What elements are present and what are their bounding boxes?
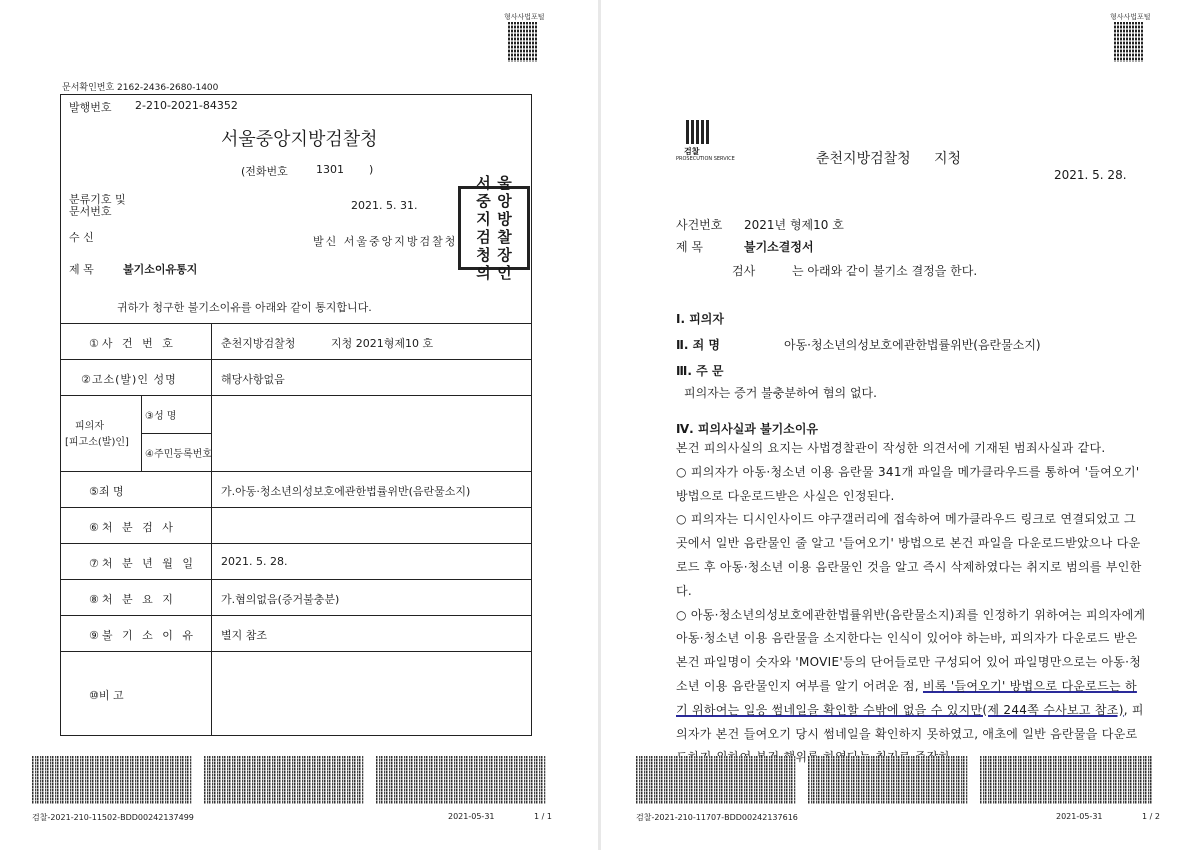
case-number-value: 지청 2021형제10 호 bbox=[331, 337, 434, 350]
barcode bbox=[376, 756, 546, 804]
table-line bbox=[61, 395, 531, 396]
recipient-label: 수 신 bbox=[69, 231, 94, 244]
prosecution-logo-icon bbox=[686, 120, 712, 144]
paragraph: ○ 피의자가 아동·청소년 이용 음란물 341개 파일을 메가클라우드를 통하여 '들여오기' 방법으로 다운로드받은 사실은 인정된다. bbox=[676, 464, 1140, 503]
section-suspect: Ⅰ. 피의자 bbox=[676, 312, 724, 326]
name-label: ③성 명 bbox=[145, 411, 177, 422]
paragraph: 본건 피의사실의 요지는 사법경찰관이 작성한 의견서에 기재된 범죄사실과 같다. bbox=[676, 441, 1106, 455]
table-line bbox=[61, 615, 531, 616]
title-label: 제 목 bbox=[676, 240, 703, 254]
footer-document-id: 검찰-2021-210-11502-BDD00242137499 bbox=[32, 813, 194, 822]
table-divider bbox=[211, 323, 212, 735]
crime-value: 가.아동·청소년의성보호에관한법률위반(음란물소지) bbox=[221, 485, 471, 498]
reason-value: 별지 참조 bbox=[221, 629, 268, 642]
phone-close: ) bbox=[369, 163, 374, 176]
disposition-date-value: 2021. 5. 28. bbox=[221, 555, 288, 568]
barcode bbox=[32, 756, 192, 804]
barcode bbox=[204, 756, 364, 804]
reason-paragraphs bbox=[676, 437, 1146, 770]
page-divider bbox=[598, 0, 601, 850]
table-line bbox=[141, 433, 211, 434]
official-seal: 서 울 중 앙 지 방 검 찰 청 장 의 인 bbox=[458, 186, 530, 270]
prosecutor-label: 검사 bbox=[732, 264, 756, 278]
table-line bbox=[61, 651, 531, 652]
case-number-value: 2021년 형제10 호 bbox=[744, 218, 844, 232]
underlined-passage: 비록 '들여오기' 방법으로 다운로드는 하기 위하여는 일응 썸네일을 확인할 수밖에 없을 수 있지만(제 244쪽 수사보고 참조) bbox=[676, 678, 1137, 717]
prosecutor-label: ⑥처 분 검 사 bbox=[89, 521, 176, 534]
barcode bbox=[636, 756, 796, 804]
disposition-gist-value: 가.혐의없음(증거불충분) bbox=[221, 593, 340, 606]
complainant-label: ②고소(발)인 성명 bbox=[81, 373, 177, 386]
case-number-label: ①사 건 번 호 bbox=[89, 337, 176, 350]
notice-date: 2021. 5. 31. bbox=[351, 199, 418, 212]
case-number-label: 사건번호 bbox=[676, 218, 723, 232]
table-line bbox=[61, 543, 531, 544]
order-value: 피의자는 증거 불충분하여 혐의 없다. bbox=[684, 386, 877, 400]
footer-page: 1 / 2 bbox=[1142, 812, 1160, 821]
qr-label: 형사사법포털 bbox=[504, 13, 545, 21]
title-label: 제 목 bbox=[69, 263, 94, 276]
qr-code bbox=[508, 22, 538, 62]
crime-value: 아동·청소년의성보호에관한법률위반(음란물소지) bbox=[784, 338, 1041, 352]
logo-subtext: PROSECUTION SERVICE bbox=[676, 156, 735, 162]
reason-label: ⑨불 기 소 이 유 bbox=[89, 629, 196, 642]
decision-title: 불기소결정서 bbox=[744, 240, 814, 254]
class-label-2: 문서번호 bbox=[69, 205, 112, 218]
office-suffix: 지청 bbox=[934, 151, 962, 167]
complainant-value: 해당사항없음 bbox=[221, 373, 285, 386]
section-facts-reasons: Ⅳ. 피의사실과 불기소이유 bbox=[676, 422, 819, 436]
paragraph: ○ 아동·청소년의성보호에관한법률위반(음란물소지)죄를 인정하기 위하여는 피의자에게 아동·청소년 이용 음란물을 소지한다는 인식이 있어야 하는바, 피의자가 다운로드 받은 본건 파일명이 숫자와 'MOVIE'등의 단어들로만 구성되어 있어 파일명만으로는 아동·청소년 이용 음란물인지 여부를 알기 어려운 점, 비록 '들여오기' 방법으로 다운로드는 하기 위하여는 일응 썸네일을 확인할 수밖에 없을 수 있지만(제 244쪽 수사보고 참조), 피의자가 본건 들여오기 당시 썸네일을 확인하지 못하였고, 애초에 일반 음란물을 다운로 행위를 bbox=[676, 607, 1146, 765]
sender: 발신 서울중앙지방검찰청 bbox=[313, 235, 458, 248]
decision-statement: 는 아래와 같이 불기소 결정을 한다. bbox=[792, 264, 978, 278]
issue-number: 2-210-2021-84352 bbox=[135, 99, 238, 112]
phone-label: (전화번호 bbox=[241, 165, 288, 178]
barcode bbox=[808, 756, 968, 804]
case-number-office: 춘천지방검찰청 bbox=[221, 337, 296, 350]
notice-intro: 귀하가 청구한 불기소이유를 아래와 같이 통지합니다. bbox=[117, 301, 372, 314]
qr-code bbox=[1114, 22, 1144, 62]
disposition-date-label: ⑦처 분 년 월 일 bbox=[89, 557, 196, 570]
crime-label: ⑤죄 명 bbox=[89, 485, 124, 498]
notice-title: 불기소이유통지 bbox=[123, 263, 198, 276]
footer-document-id: 검찰-2021-210-11707-BDD00242137616 bbox=[636, 813, 798, 822]
class-label-1: 분류기호 및 bbox=[69, 193, 126, 206]
suspect-label: 피의자 bbox=[75, 421, 104, 432]
footer-date: 2021-05-31 bbox=[448, 812, 495, 821]
doc-confirm-number: 문서확인번호 2162-2436-2680-1400 bbox=[62, 83, 219, 93]
section-order: Ⅲ. 주 문 bbox=[676, 364, 724, 378]
table-line bbox=[61, 471, 531, 472]
suspect-sub-label: [피고소(발)인] bbox=[65, 437, 129, 448]
paragraph: ○ 피의자는 디시인사이드 야구갤러리에 접속하여 메가클라우드 링크로 연결되었고 그곳에서 일반 음란물인 줄 알고 '들여오기' 방법으로 본건 파일을 다운로드받았으나 다운로드 후 아동·청소년 이용 음란물인 것을 알고 즉시 삭제하였다는 취지로 범의를 부인한다. bbox=[676, 512, 1142, 598]
footer-date: 2021-05-31 bbox=[1056, 812, 1103, 821]
table-line bbox=[61, 579, 531, 580]
decision-page bbox=[604, 0, 1200, 850]
barcode bbox=[980, 756, 1152, 804]
office-name: 서울중앙지방검찰청 bbox=[221, 129, 378, 150]
table-divider bbox=[141, 395, 142, 471]
disposition-gist-label: ⑧처 분 요 지 bbox=[89, 593, 176, 606]
notice-page bbox=[0, 0, 596, 850]
remark-label: ⑩비 고 bbox=[89, 689, 124, 702]
logo-text: 검찰 bbox=[684, 147, 700, 156]
id-number-label: ④주민등록번호 bbox=[145, 449, 212, 460]
table-line bbox=[61, 359, 531, 360]
office-name: 춘천지방검찰청 bbox=[816, 151, 911, 167]
table-line bbox=[61, 507, 531, 508]
phone-number: 1301 bbox=[316, 163, 344, 176]
footer-page: 1 / 1 bbox=[534, 812, 552, 821]
qr-label: 형사사법포털 bbox=[1110, 13, 1151, 21]
section-crime: Ⅱ. 죄 명 bbox=[676, 338, 721, 352]
table-top-line bbox=[61, 323, 531, 324]
issue-number-label: 발행번호 bbox=[69, 101, 112, 114]
decision-date: 2021. 5. 28. bbox=[1054, 168, 1127, 182]
